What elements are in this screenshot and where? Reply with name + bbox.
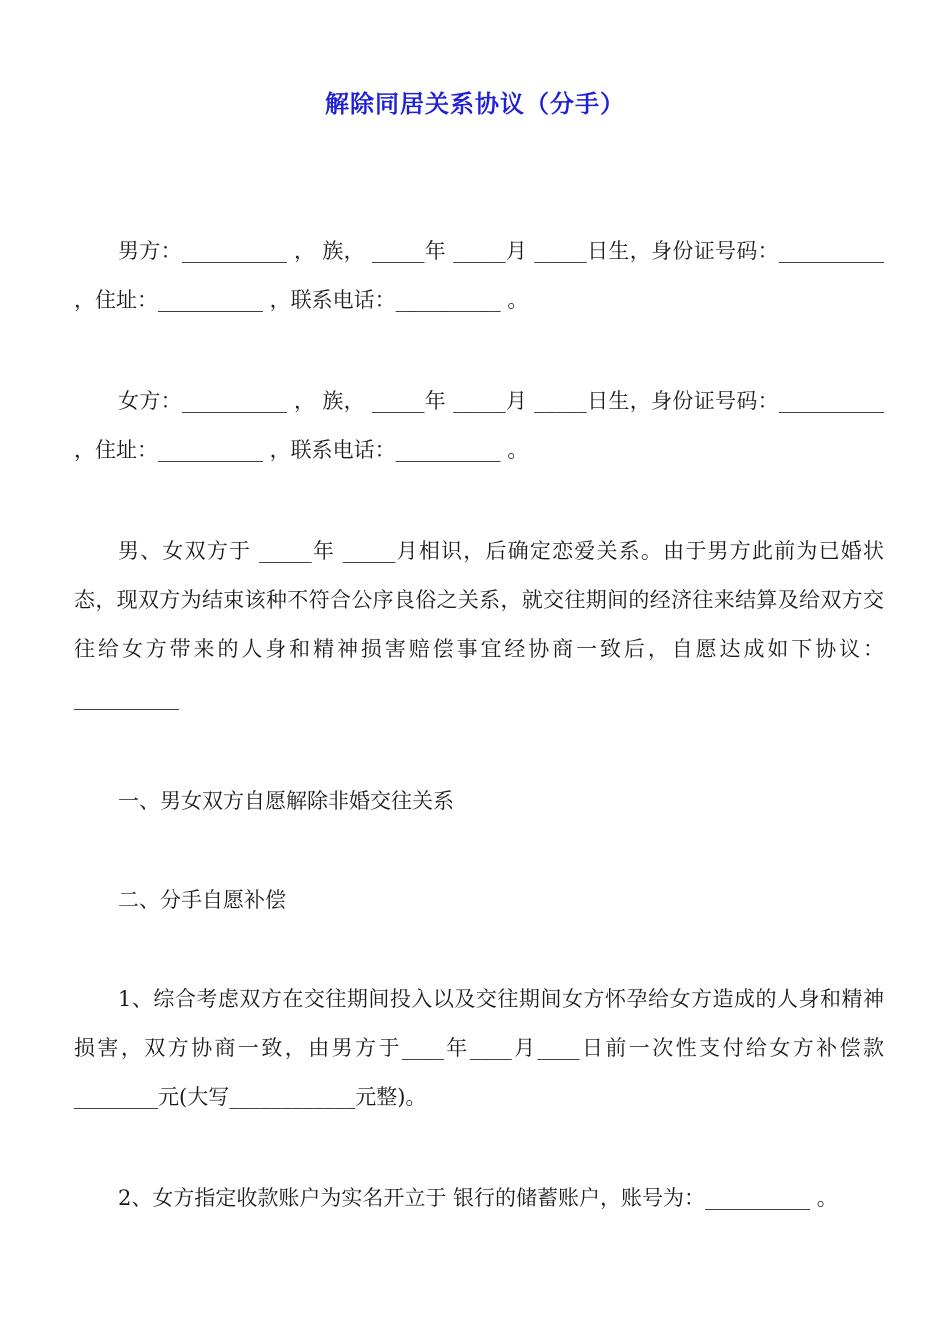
clause-item-1: 1、综合考虑双方在交往期间投入以及交往期间女方怀孕给女方造成的人身和精神损害，双方协商一致，由男方于____年____月____日前一次性支付给女方补偿款________元(大写____________元整)。 xyxy=(74,987,884,1109)
section-heading-1: 一、男女双方自愿解除非婚交往关系 xyxy=(118,789,454,813)
male-party-info: 男方：__________ ， 族， _____年 _____月 _____日生，身份证号码：__________ ，住址：__________ ，联系电话：__________ 。 xyxy=(74,239,884,312)
clause-item-2: 2、女方指定收款账户为实名开立于 银行的储蓄账户，账号为：__________ 。 xyxy=(118,1186,838,1210)
intro-paragraph: 男、女双方于 _____年 _____月相识，后确定恋爱关系。由于男方此前为已婚状态，现双方为结束该种不符合公序良俗之关系，就交往期间的经济往来结算及给双方交往给女方带来的人身和精神损害赔偿事宜经协商一致后，自愿达成如下协议：__________ xyxy=(74,539,884,710)
section-heading-2: 二、分手自愿补偿 xyxy=(118,888,286,912)
female-party-info: 女方：__________ ， 族， _____年 _____月 _____日生，身份证号码：__________ ，住址：__________ ，联系电话：__________ 。 xyxy=(74,389,884,462)
document-title: 解除同居关系协议（分手） xyxy=(325,90,625,118)
